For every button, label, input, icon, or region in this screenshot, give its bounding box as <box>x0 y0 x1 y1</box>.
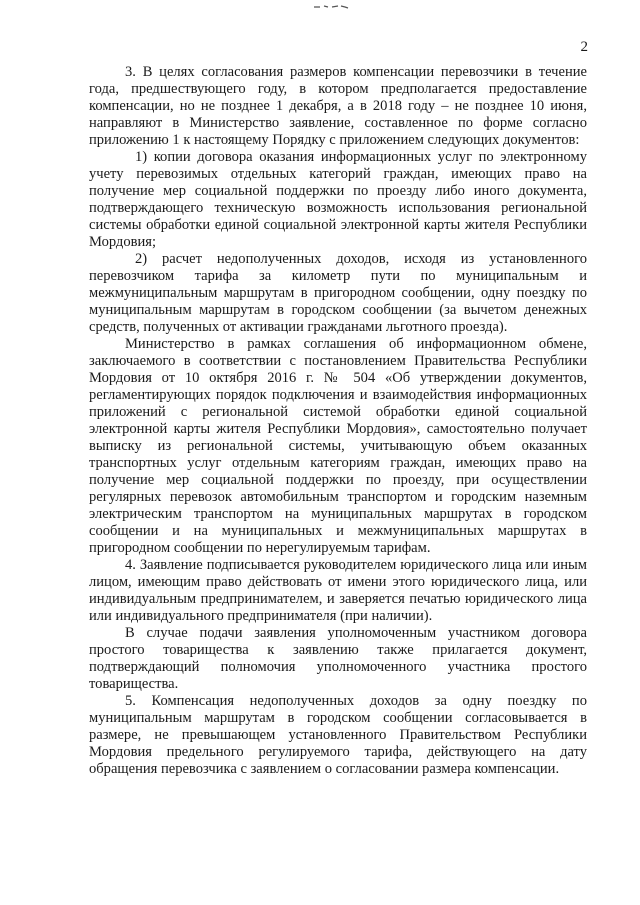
paragraph-item-3: 3. В целях согласования размеров компенсации перевозчики в течение года, предшествующего году, в котором предполагается предоставление компенсации, но не позднее 1 декабря, а в 2018 году – не позднее 10 июня, направляют в Министерство заявление, составленное по форме согласно приложению 1 к настоящему Порядку с приложением следующих документов: <box>89 64 587 148</box>
paragraph-item-5: 5. Компенсация недополученных доходов за одну поездку по муниципальным маршрутам в городском сообщении согласовывается в размере, не превышающем установленного Правительством Республики Мордовия предельного регулируемого тарифа, действующего на дату обращения перевозчика с заявлением о согласовании размера компенсации. <box>89 693 587 777</box>
subitem-2-revenue-calculation: 2) расчет недополученных доходов, исходя из установленного перевозчиком тарифа за километр пути по муниципальным и межмуниципальным маршрутам в пригородном сообщении, одну поездку по муниципальным маршрутам в городском сообщении (за вычетом денежных средств, полученных от активации гражданами льготного проезда). <box>89 251 587 335</box>
subitem-1-contract-copies: 1) копии договора оказания информационных услуг по электронному учету перевозимых отдельных категорий граждан, имеющих право на получение мер социальной поддержки по проезду либо иного документа, подтверждающего техническую возможность использования региональной системы обработки единой социальной электронной карты жителя Республики Мордовия; <box>89 149 587 250</box>
paragraph-ministry-info-exchange: Министерство в рамках соглашения об информационном обмене, заключаемого в соответствии с постановлением Правительства Республики Мордовия от 10 октября 2016 г. № 504 «Об утверждении документов, регламентирующих порядок подключения и взаимодействия информационных приложений с региональной системой обработки единой социальной электронной карты жителя Республики Мордовия», самостоятельно получает выписку из региональной системы, учитывающую объем оказанных транспортных услуг отдельным категориям граждан, имеющих право на получение мер социальной поддержки по проезду, при осуществлении регулярных перевозок автомобильным транспортом и городским наземным электрическим транспортом на муниципальных маршрутах в городском сообщении и на муниципальных и межмуниципальных маршрутах в пригородном сообщении по нерегулируемым тарифам. <box>89 336 587 556</box>
document-body <box>89 64 587 778</box>
page-number: 2 <box>580 39 588 55</box>
paragraph-partnership-case: В случае подачи заявления уполномоченным участником договора простого товарищества к заявлению также прилагается документ, подтверждающий полномочия уполномоченного участника простого товарищества. <box>89 625 587 692</box>
scan-artifact-mark <box>312 4 352 10</box>
paragraph-item-4: 4. Заявление подписывается руководителем юридического лица или иным лицом, имеющим право действовать от имени этого юридического лица, или индивидуальным предпринимателем, и заверяется печатью юридического лица или индивидуального предпринимателя (при наличии). <box>89 557 587 624</box>
